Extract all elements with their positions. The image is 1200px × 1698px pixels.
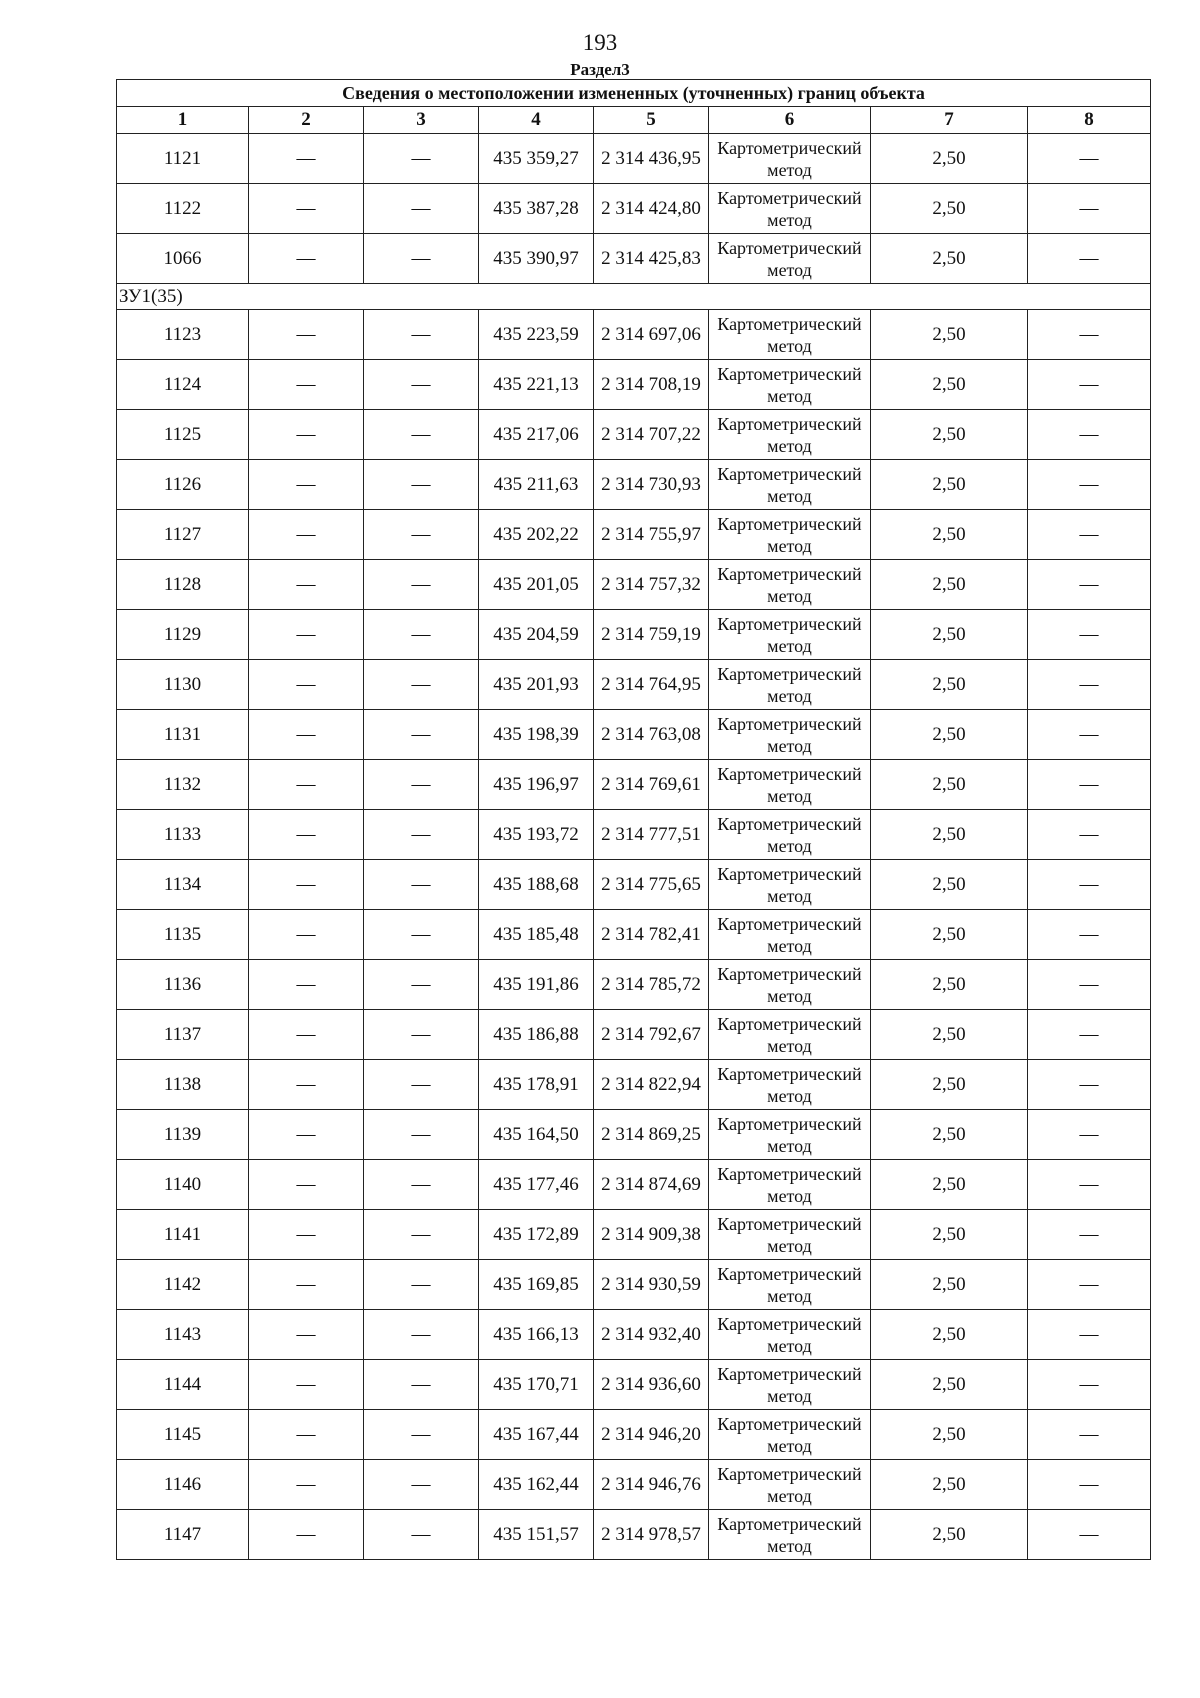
accuracy-cell: 2,50 [871,1460,1028,1510]
accuracy-cell: 2,50 [871,710,1028,760]
col2-cell: — [249,1460,364,1510]
x-coordinate-cell: 435 193,72 [479,810,594,860]
x-coordinate-cell: 435 186,88 [479,1010,594,1060]
col2-cell: — [249,410,364,460]
section-label: Раздел3 [570,60,630,79]
point-number-cell: 1130 [117,660,249,710]
col8-cell: — [1028,510,1151,560]
x-coordinate-cell: 435 217,06 [479,410,594,460]
table-row [117,1210,1151,1260]
column-header: 1 [117,107,249,134]
col8-cell: — [1028,660,1151,710]
accuracy-cell: 2,50 [871,1210,1028,1260]
point-number-cell: 1147 [117,1510,249,1560]
method-cell: Картометрический метод [709,710,871,760]
group-row [117,284,1151,310]
col2-cell: — [249,860,364,910]
method-cell: Картометрический метод [709,960,871,1010]
col2-cell: — [249,510,364,560]
coordinates-table [116,79,1151,1560]
col2-cell: — [249,460,364,510]
x-coordinate-cell: 435 169,85 [479,1260,594,1310]
x-coordinate-cell: 435 170,71 [479,1360,594,1410]
col3-cell: — [364,1160,479,1210]
table-row [117,360,1151,410]
accuracy-cell: 2,50 [871,1510,1028,1560]
y-coordinate-cell: 2 314 909,38 [594,1210,709,1260]
table-row [117,134,1151,184]
table-row [117,1510,1151,1560]
column-header: 5 [594,107,709,134]
method-cell: Картометрический метод [709,410,871,460]
y-coordinate-cell: 2 314 782,41 [594,910,709,960]
table-row [117,184,1151,234]
method-cell: Картометрический метод [709,184,871,234]
y-coordinate-cell: 2 314 759,19 [594,610,709,660]
col3-cell: — [364,510,479,560]
table-row [117,410,1151,460]
table-row [117,1460,1151,1510]
x-coordinate-cell: 435 387,28 [479,184,594,234]
col8-cell: — [1028,1360,1151,1410]
method-cell: Картометрический метод [709,660,871,710]
col8-cell: — [1028,1210,1151,1260]
table-row [117,1260,1151,1310]
table-row [117,660,1151,710]
method-cell: Картометрический метод [709,1160,871,1210]
y-coordinate-cell: 2 314 874,69 [594,1160,709,1210]
point-number-cell: 1128 [117,560,249,610]
column-header: 8 [1028,107,1151,134]
col8-cell: — [1028,1110,1151,1160]
accuracy-cell: 2,50 [871,1110,1028,1160]
table-body [117,134,1151,1560]
col8-cell: — [1028,184,1151,234]
col3-cell: — [364,460,479,510]
col2-cell: — [249,184,364,234]
col2-cell: — [249,1010,364,1060]
x-coordinate-cell: 435 185,48 [479,910,594,960]
point-number-cell: 1133 [117,810,249,860]
col2-cell: — [249,1510,364,1560]
col8-cell: — [1028,1510,1151,1560]
col3-cell: — [364,360,479,410]
x-coordinate-cell: 435 359,27 [479,134,594,184]
col8-cell: — [1028,1310,1151,1360]
accuracy-cell: 2,50 [871,310,1028,360]
col8-cell: — [1028,360,1151,410]
col3-cell: — [364,910,479,960]
col2-cell: — [249,960,364,1010]
accuracy-cell: 2,50 [871,560,1028,610]
table-row [117,1310,1151,1360]
table-row [117,610,1151,660]
col8-cell: — [1028,810,1151,860]
method-cell: Картометрический метод [709,560,871,610]
point-number-cell: 1140 [117,1160,249,1210]
accuracy-cell: 2,50 [871,1060,1028,1110]
y-coordinate-cell: 2 314 930,59 [594,1260,709,1310]
y-coordinate-cell: 2 314 769,61 [594,760,709,810]
col3-cell: — [364,1260,479,1310]
col3-cell: — [364,1510,479,1560]
method-cell: Картометрический метод [709,1010,871,1060]
table-row [117,1110,1151,1160]
point-number-cell: 1126 [117,460,249,510]
col8-cell: — [1028,910,1151,960]
accuracy-cell: 2,50 [871,1310,1028,1360]
method-cell: Картометрический метод [709,1060,871,1110]
table-row [117,810,1151,860]
col2-cell: — [249,760,364,810]
col8-cell: — [1028,710,1151,760]
method-cell: Картометрический метод [709,810,871,860]
table-row [117,1360,1151,1410]
x-coordinate-cell: 435 211,63 [479,460,594,510]
accuracy-cell: 2,50 [871,610,1028,660]
accuracy-cell: 2,50 [871,1160,1028,1210]
col3-cell: — [364,1210,479,1260]
column-header: 2 [249,107,364,134]
col2-cell: — [249,360,364,410]
accuracy-cell: 2,50 [871,1260,1028,1310]
accuracy-cell: 2,50 [871,184,1028,234]
col3-cell: — [364,1410,479,1460]
col2-cell: — [249,1110,364,1160]
col2-cell: — [249,660,364,710]
point-number-cell: 1123 [117,310,249,360]
col8-cell: — [1028,134,1151,184]
x-coordinate-cell: 435 223,59 [479,310,594,360]
col8-cell: — [1028,410,1151,460]
table-row [117,510,1151,560]
method-cell: Картометрический метод [709,1260,871,1310]
point-number-cell: 1143 [117,1310,249,1360]
x-coordinate-cell: 435 202,22 [479,510,594,560]
y-coordinate-cell: 2 314 946,20 [594,1410,709,1460]
x-coordinate-cell: 435 172,89 [479,1210,594,1260]
col8-cell: — [1028,610,1151,660]
col3-cell: — [364,1310,479,1360]
y-coordinate-cell: 2 314 932,40 [594,1310,709,1360]
col8-cell: — [1028,1260,1151,1310]
col8-cell: — [1028,310,1151,360]
point-number-cell: 1145 [117,1410,249,1460]
col2-cell: — [249,560,364,610]
accuracy-cell: 2,50 [871,510,1028,560]
col3-cell: — [364,184,479,234]
table-row [117,1160,1151,1210]
point-number-cell: 1132 [117,760,249,810]
col2-cell: — [249,310,364,360]
y-coordinate-cell: 2 314 775,65 [594,860,709,910]
point-number-cell: 1129 [117,610,249,660]
column-header: 3 [364,107,479,134]
table-row [117,310,1151,360]
point-number-cell: 1121 [117,134,249,184]
method-cell: Картометрический метод [709,1460,871,1510]
col8-cell: — [1028,1460,1151,1510]
point-number-cell: 1066 [117,234,249,284]
y-coordinate-cell: 2 314 707,22 [594,410,709,460]
y-coordinate-cell: 2 314 822,94 [594,1060,709,1110]
col3-cell: — [364,234,479,284]
col3-cell: — [364,1060,479,1110]
accuracy-cell: 2,50 [871,460,1028,510]
method-cell: Картометрический метод [709,1410,871,1460]
x-coordinate-cell: 435 201,05 [479,560,594,610]
column-header: 7 [871,107,1028,134]
col3-cell: — [364,1460,479,1510]
col3-cell: — [364,1110,479,1160]
table-row [117,860,1151,910]
col8-cell: — [1028,960,1151,1010]
x-coordinate-cell: 435 164,50 [479,1110,594,1160]
col8-cell: — [1028,1410,1151,1460]
accuracy-cell: 2,50 [871,1010,1028,1060]
point-number-cell: 1134 [117,860,249,910]
col3-cell: — [364,860,479,910]
method-cell: Картометрический метод [709,460,871,510]
col2-cell: — [249,710,364,760]
x-coordinate-cell: 435 166,13 [479,1310,594,1360]
x-coordinate-cell: 435 167,44 [479,1410,594,1460]
col2-cell: — [249,1160,364,1210]
method-cell: Картометрический метод [709,1110,871,1160]
method-cell: Картометрический метод [709,360,871,410]
col2-cell: — [249,1410,364,1460]
point-number-cell: 1124 [117,360,249,410]
col8-cell: — [1028,1010,1151,1060]
table-row [117,234,1151,284]
y-coordinate-cell: 2 314 978,57 [594,1510,709,1560]
accuracy-cell: 2,50 [871,234,1028,284]
col8-cell: — [1028,234,1151,284]
column-header: 6 [709,107,871,134]
table-row [117,710,1151,760]
point-number-cell: 1144 [117,1360,249,1410]
point-number-cell: 1137 [117,1010,249,1060]
x-coordinate-cell: 435 221,13 [479,360,594,410]
method-cell: Картометрический метод [709,1210,871,1260]
x-coordinate-cell: 435 162,44 [479,1460,594,1510]
y-coordinate-cell: 2 314 792,67 [594,1010,709,1060]
col2-cell: — [249,134,364,184]
accuracy-cell: 2,50 [871,860,1028,910]
table-row [117,1010,1151,1060]
point-number-cell: 1122 [117,184,249,234]
x-coordinate-cell: 435 151,57 [479,1510,594,1560]
point-number-cell: 1139 [117,1110,249,1160]
method-cell: Картометрический метод [709,1310,871,1360]
y-coordinate-cell: 2 314 757,32 [594,560,709,610]
x-coordinate-cell: 435 204,59 [479,610,594,660]
col3-cell: — [364,1010,479,1060]
accuracy-cell: 2,50 [871,910,1028,960]
table-row [117,1060,1151,1110]
method-cell: Картометрический метод [709,1360,871,1410]
col2-cell: — [249,1260,364,1310]
col8-cell: — [1028,460,1151,510]
y-coordinate-cell: 2 314 708,19 [594,360,709,410]
col3-cell: — [364,660,479,710]
col8-cell: — [1028,1060,1151,1110]
point-number-cell: 1141 [117,1210,249,1260]
table-row [117,960,1151,1010]
col3-cell: — [364,560,479,610]
y-coordinate-cell: 2 314 869,25 [594,1110,709,1160]
method-cell: Картометрический метод [709,234,871,284]
point-number-cell: 1138 [117,1060,249,1110]
method-cell: Картометрический метод [709,134,871,184]
y-coordinate-cell: 2 314 777,51 [594,810,709,860]
col3-cell: — [364,610,479,660]
point-number-cell: 1127 [117,510,249,560]
col3-cell: — [364,760,479,810]
y-coordinate-cell: 2 314 436,95 [594,134,709,184]
x-coordinate-cell: 435 390,97 [479,234,594,284]
point-number-cell: 1125 [117,410,249,460]
accuracy-cell: 2,50 [871,410,1028,460]
accuracy-cell: 2,50 [871,1360,1028,1410]
point-number-cell: 1142 [117,1260,249,1310]
col3-cell: — [364,960,479,1010]
accuracy-cell: 2,50 [871,760,1028,810]
col3-cell: — [364,710,479,760]
accuracy-cell: 2,50 [871,134,1028,184]
point-number-cell: 1136 [117,960,249,1010]
accuracy-cell: 2,50 [871,960,1028,1010]
accuracy-cell: 2,50 [871,360,1028,410]
x-coordinate-cell: 435 198,39 [479,710,594,760]
table-row [117,560,1151,610]
y-coordinate-cell: 2 314 785,72 [594,960,709,1010]
col3-cell: — [364,310,479,360]
x-coordinate-cell: 435 188,68 [479,860,594,910]
y-coordinate-cell: 2 314 755,97 [594,510,709,560]
col2-cell: — [249,234,364,284]
col2-cell: — [249,1210,364,1260]
group-label: ЗУ1(35) [117,284,1151,310]
col3-cell: — [364,134,479,184]
point-number-cell: 1135 [117,910,249,960]
y-coordinate-cell: 2 314 936,60 [594,1360,709,1410]
x-coordinate-cell: 435 177,46 [479,1160,594,1210]
col2-cell: — [249,810,364,860]
col3-cell: — [364,410,479,460]
table-row [117,760,1151,810]
accuracy-cell: 2,50 [871,810,1028,860]
method-cell: Картометрический метод [709,760,871,810]
col3-cell: — [364,810,479,860]
table-row [117,910,1151,960]
x-coordinate-cell: 435 196,97 [479,760,594,810]
table-row [117,1410,1151,1460]
method-cell: Картометрический метод [709,310,871,360]
y-coordinate-cell: 2 314 763,08 [594,710,709,760]
y-coordinate-cell: 2 314 946,76 [594,1460,709,1510]
col2-cell: — [249,1310,364,1360]
column-header-row [117,107,1151,134]
method-cell: Картометрический метод [709,610,871,660]
col8-cell: — [1028,760,1151,810]
y-coordinate-cell: 2 314 697,06 [594,310,709,360]
col8-cell: — [1028,860,1151,910]
method-cell: Картометрический метод [709,860,871,910]
y-coordinate-cell: 2 314 425,83 [594,234,709,284]
method-cell: Картометрический метод [709,1510,871,1560]
col2-cell: — [249,1060,364,1110]
col2-cell: — [249,1360,364,1410]
point-number-cell: 1131 [117,710,249,760]
col2-cell: — [249,610,364,660]
col8-cell: — [1028,1160,1151,1210]
col2-cell: — [249,910,364,960]
y-coordinate-cell: 2 314 424,80 [594,184,709,234]
x-coordinate-cell: 435 191,86 [479,960,594,1010]
method-cell: Картометрический метод [709,510,871,560]
accuracy-cell: 2,50 [871,1410,1028,1460]
column-header: 4 [479,107,594,134]
x-coordinate-cell: 435 178,91 [479,1060,594,1110]
col8-cell: — [1028,560,1151,610]
table-row [117,460,1151,510]
page-number: 193 [582,30,618,55]
accuracy-cell: 2,50 [871,660,1028,710]
method-cell: Картометрический метод [709,910,871,960]
point-number-cell: 1146 [117,1460,249,1510]
table-title: Сведения о местоположении измененных (уточненных) границ объекта [117,80,1151,107]
y-coordinate-cell: 2 314 730,93 [594,460,709,510]
y-coordinate-cell: 2 314 764,95 [594,660,709,710]
x-coordinate-cell: 435 201,93 [479,660,594,710]
col3-cell: — [364,1360,479,1410]
